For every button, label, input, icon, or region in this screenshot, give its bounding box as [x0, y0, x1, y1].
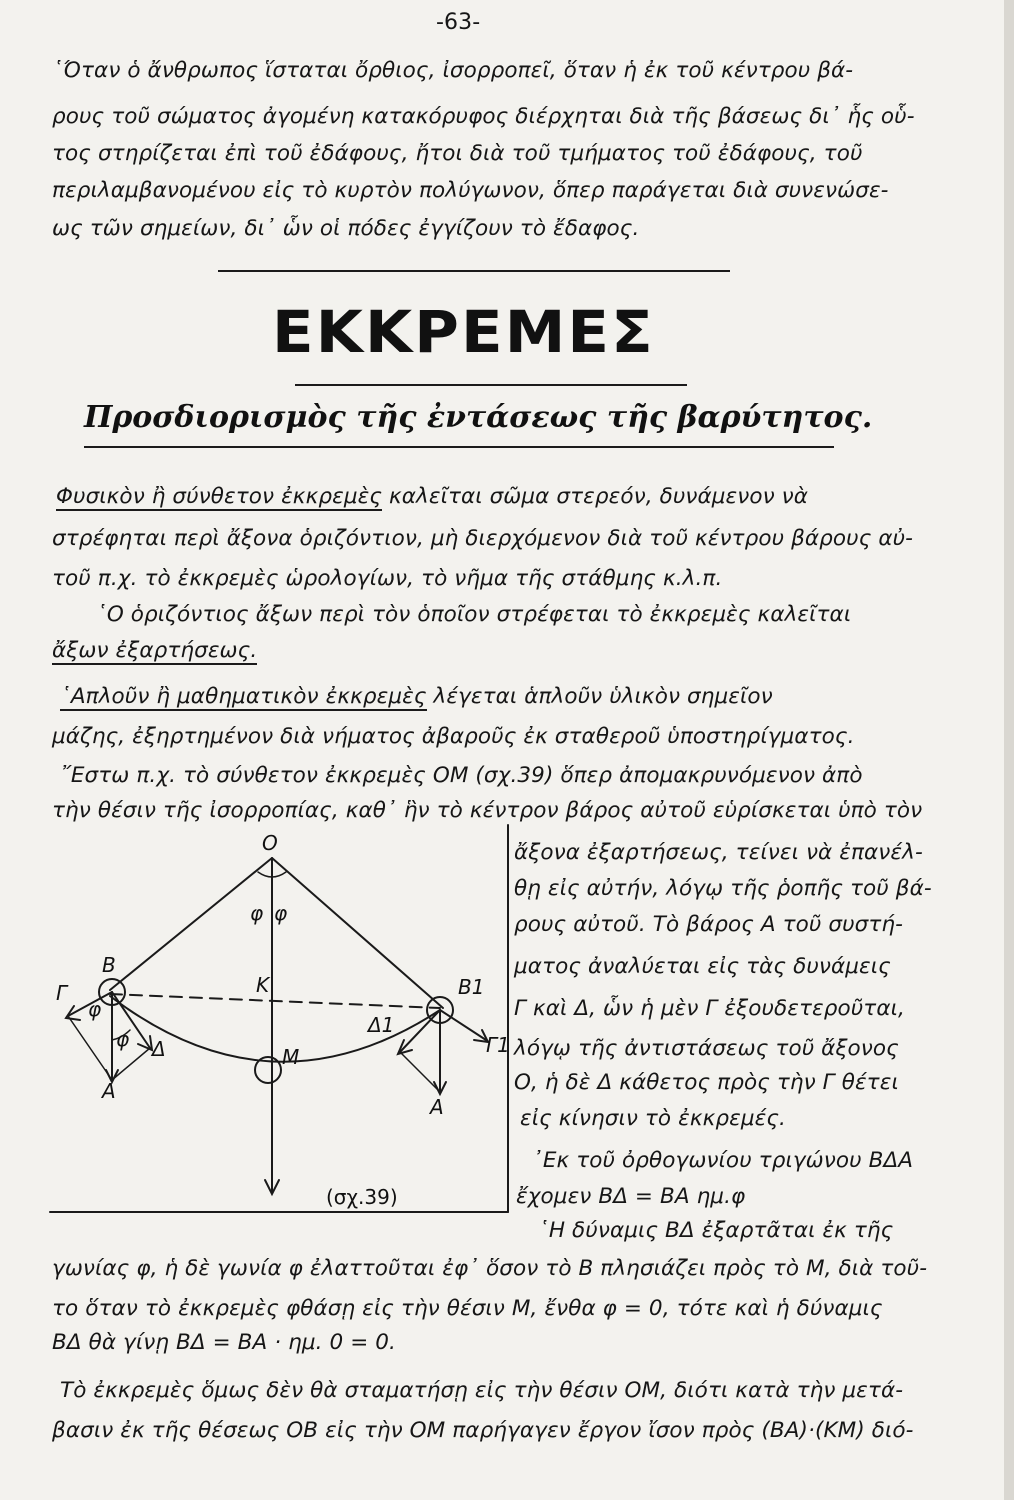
side-line: θῃ εἰς αὐτήν, λόγῳ τῆς ῥοπῆς τοῦ βά- — [514, 876, 932, 901]
figure-caption: (σχ.39) — [326, 1185, 398, 1209]
closing-line: το ὅταν τὸ ἐκκρεμὲς φθάσῃ εἰς τὴν θέσιν Μ, ἔνθα φ = 0, τότε καὶ ἡ δύναμις — [52, 1296, 883, 1321]
side-line: ῾Η δύναμις ΒΔ ἐξαρτᾶται ἐκ τῆς — [538, 1218, 894, 1243]
closing-line: Τὸ ἐκκρεμὲς ὅμως δὲν θὰ σταματήσῃ εἰς τὴν θέσιν ΟΜ, διότι κατὰ τὴν μετά- — [60, 1378, 904, 1403]
intro-line: ρους τοῦ σώματος ἀγομένη κατακόρυφος διέρχηται διὰ τῆς βάσεως δι᾽ ἧς οὗ- — [52, 104, 915, 129]
intro-line: περιλαμβανομένου εἰς τὸ κυρτὸν πολύγωνον, ὅπερ παράγεται διὰ συνενώσε- — [52, 178, 889, 203]
label-b1: B1 — [458, 975, 485, 999]
term-underlined: ἄξων ἐξαρτήσεως. — [52, 638, 258, 663]
label-b: B — [102, 953, 116, 977]
body-line: ῾Ο ὁριζόντιος ἄξων περὶ τὸν ὁποῖον στρέφεται τὸ ἐκκρεμὲς καλεῖται — [96, 602, 852, 627]
body-line: στρέφηται περὶ ἄξονα ὁριζόντιον, μὴ διερχόμενον διὰ τοῦ κέντρου βάρους αὐ- — [52, 526, 914, 551]
side-line: εἰς κίνησιν τὸ ἐκκρεμές. — [520, 1106, 786, 1131]
page-title: ΕΚΚΡΕΜΕΣ — [272, 298, 655, 366]
horizontal-dashed — [110, 994, 440, 1008]
body-line: μάζης, ἐξηρτημένον διὰ νήματος ἀβαροῦς ἐκ σταθεροῦ ὑποστηρίγματος. — [52, 724, 855, 749]
label-o: O — [262, 831, 278, 855]
label-k: K — [256, 973, 270, 997]
label-phi-right: φ — [274, 901, 288, 925]
intro-line: τος στηρίζεται ἐπὶ τοῦ ἐδάφους, ἤτοι διὰ τοῦ τμήματος τοῦ ἐδάφους, τοῦ — [52, 141, 863, 166]
body-line: ῾Απλοῦν ἢ μαθηματικὸν ἐκκρεμὲς λέγεται ἁπλοῦν ὑλικὸν σημεῖον — [60, 684, 773, 709]
body-line: Φυσικὸν ἢ σύνθετον ἐκκρεμὲς καλεῖται σῶμα στερεόν, δυνάμενον νὰ — [56, 484, 809, 509]
label-a: A — [102, 1079, 116, 1103]
side-line: ᾿Εκ τοῦ ὀρθογωνίου τριγώνου ΒΔΑ — [532, 1148, 914, 1173]
closing-line: γωνίας φ, ἡ δὲ γωνία φ ἐλαττοῦται ἐφ᾽ ὅσον τὸ Β πλησιάζει πρὸς τὸ Μ, διὰ τοῦ- — [52, 1256, 928, 1281]
side-line: λόγῳ τῆς ἀντιστάσεως τοῦ ἄξονος — [514, 1036, 899, 1061]
page-number: -63- — [436, 10, 481, 35]
closing-line: βασιν ἐκ τῆς θέσεως ΟΒ εἰς τὴν ΟΜ παρήγαγεν ἔργον ἴσον πρὸς (ΒΑ)·(ΚΜ) διό- — [52, 1418, 914, 1443]
side-line: ματος ἀναλύεται εἰς τὰς δυνάμεις — [514, 954, 891, 979]
page-edge — [1004, 0, 1014, 1500]
label-phi-b: φ — [88, 997, 102, 1021]
side-line: ἔχομεν ΒΔ = ΒΑ ημ.φ — [516, 1184, 746, 1209]
label-phi-small: φ — [116, 1027, 130, 1051]
label-a1: A — [430, 1095, 444, 1119]
label-gamma1: Γ1 — [486, 1033, 510, 1057]
side-line: Γ καὶ Δ, ὧν ἡ μὲν Γ ἐξουδετεροῦται, — [514, 996, 905, 1021]
term-underlined: ῾Απλοῦν ἢ μαθηματικὸν ἐκκρεμὲς — [60, 684, 427, 709]
label-phi-left: φ — [250, 901, 264, 925]
label-delta: Δ — [152, 1037, 166, 1061]
label-m: M — [282, 1045, 300, 1069]
section-heading: Προσδιορισμὸς τῆς ἐντάσεως τῆς βαρύτητος. — [84, 400, 873, 435]
side-line: ἄξονα ἐξαρτήσεως, τείνει νὰ ἐπανέλ- — [514, 840, 923, 865]
side-line: Ο, ἡ δὲ Δ κάθετος πρὸς τὴν Γ θέτει — [514, 1070, 899, 1095]
intro-line: ως τῶν σημείων, δι᾽ ὧν οἱ πόδες ἐγγίζουν τὸ ἔδαφος. — [52, 216, 640, 241]
side-line: ρους αὐτοῦ. Τὸ βάρος Α τοῦ συστή- — [514, 912, 904, 937]
pendulum-string-right — [272, 858, 443, 1008]
body-line: τοῦ π.χ. τὸ ἐκκρεμὲς ὡρολογίων, τὸ νῆμα τῆς στάθμης κ.λ.π. — [52, 566, 723, 591]
body-line: ῎Εστω π.χ. τὸ σύνθετον ἐκκρεμὲς ΟΜ (σχ.39) ὅπερ ἀπομακρυνόμενον ἀπὸ — [60, 763, 863, 788]
intro-line: ῾Όταν ὁ ἄνθρωπος ἵσταται ὄρθιος, ἰσορροπεῖ, ὅταν ἡ ἐκ τοῦ κέντρου βά- — [52, 58, 854, 83]
pendulum-string-left — [110, 858, 272, 990]
label-gamma: Γ — [56, 981, 68, 1005]
force-gamma1 — [440, 1010, 486, 1040]
term-underlined: Φυσικὸν ἢ σύνθετον ἐκκρεμὲς — [56, 484, 383, 509]
label-delta1: Δ1 — [368, 1013, 395, 1037]
body-line: τὴν θέσιν τῆς ἰσορροπίας, καθ᾽ ἣν τὸ κέντρον βάρος αὐτοῦ εὑρίσκεται ὑπὸ τὸν — [52, 798, 923, 823]
closing-line: ΒΔ θὰ γίνῃ ΒΔ = ΒΑ · ημ. 0 = 0. — [52, 1330, 396, 1355]
